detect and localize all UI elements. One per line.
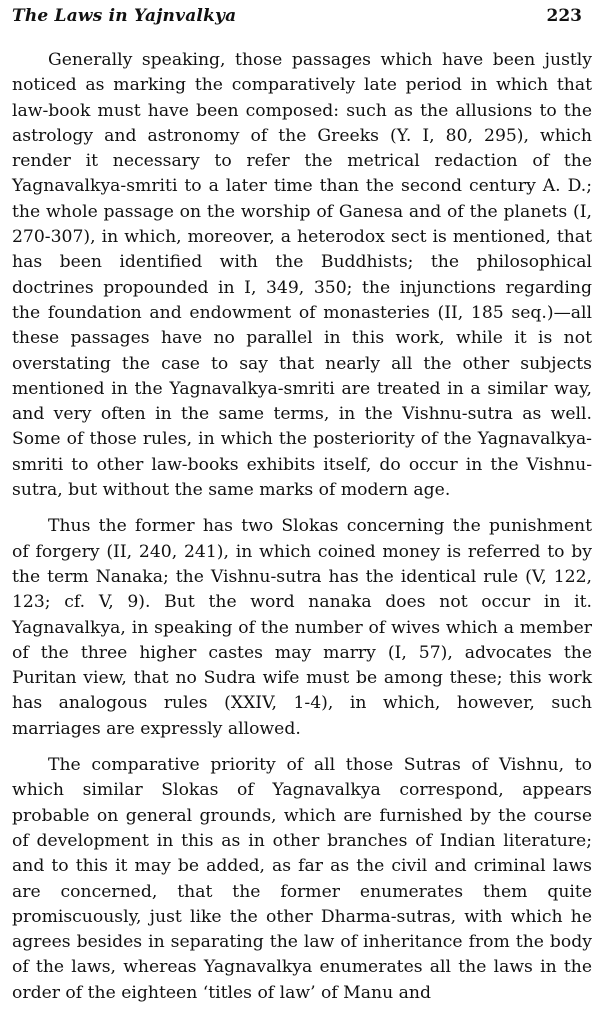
- running-header: [12, 6, 592, 34]
- page-number: 223: [546, 6, 582, 26]
- running-title: The Laws in Yajnvalkya: [12, 6, 237, 26]
- paragraph-2: Thus the former has two Slokas concerning the punishment of forgery (II, 240, 241), in which coined money is referred to by the term Nanaka; the Vishnu-sutra has the identical rule (V, 122, 123; cf. V, 9). But the word nanaka does not occur in it. Yagnavalkya, in speaking of the number of wives which a member of the three higher castes may marry (I, 57), advocates the Puritan view, that no Sudra wife must be among these; this work has analogous rules (XXIV, 1-4), in which, however, such marriages are expressly allowed.: [12, 516, 592, 739]
- paragraph-1: Generally speaking, those passages which have been justly noticed as marking the comparatively late period in which that law-book must have been composed: such as the allusions to the astrology and astronomy of the Greeks (Y. I, 80, 295), which render it necessary to refer the metrical redaction of the Yagnavalkya-smriti to a later time than the second century A. D.; the whole passage on the worship of Ganesa and of the planets (I, 270-307), in which, moreover, a heterodox sect is mentioned, that has been identified with the Buddhists; the philosophical doctrines propounded in I, 349, 350; the injunctions regarding the foundation and endowment of monasteries (II, 185 seq.)—all these passages have no parallel in this work, while it is not overstating the case to say that nearly all the other subjects mentioned in the Yagnavalkya-smriti are treated in a similar way, and very often in the same terms, in the Vishnu-sutra as well. Some of those rules, in which the posteriority of the Yagnavalkya-smriti to other law-books exhibits itself, do occur in the Vishnu-sutra, but without the same marks of modern age.: [12, 50, 592, 501]
- paragraph-3: The comparative priority of all those Sutras of Vishnu, to which similar Slokas of Yagnavalkya correspond, appears probable on general grounds, which are furnished by the course of development in this as in other branches of Indian literature; and to this it may be added, as far as the civil and criminal laws are concerned, that the former enumerates them quite promiscuously, just like the other Dharma-sutras, with which he agrees besides in separating the law of inheritance from the body of the laws, whereas Yagnavalkya enumerates all the laws in the order of the eighteen ‘titles of law’ of Manu and: [12, 755, 592, 1003]
- body-text: [12, 48, 592, 1006]
